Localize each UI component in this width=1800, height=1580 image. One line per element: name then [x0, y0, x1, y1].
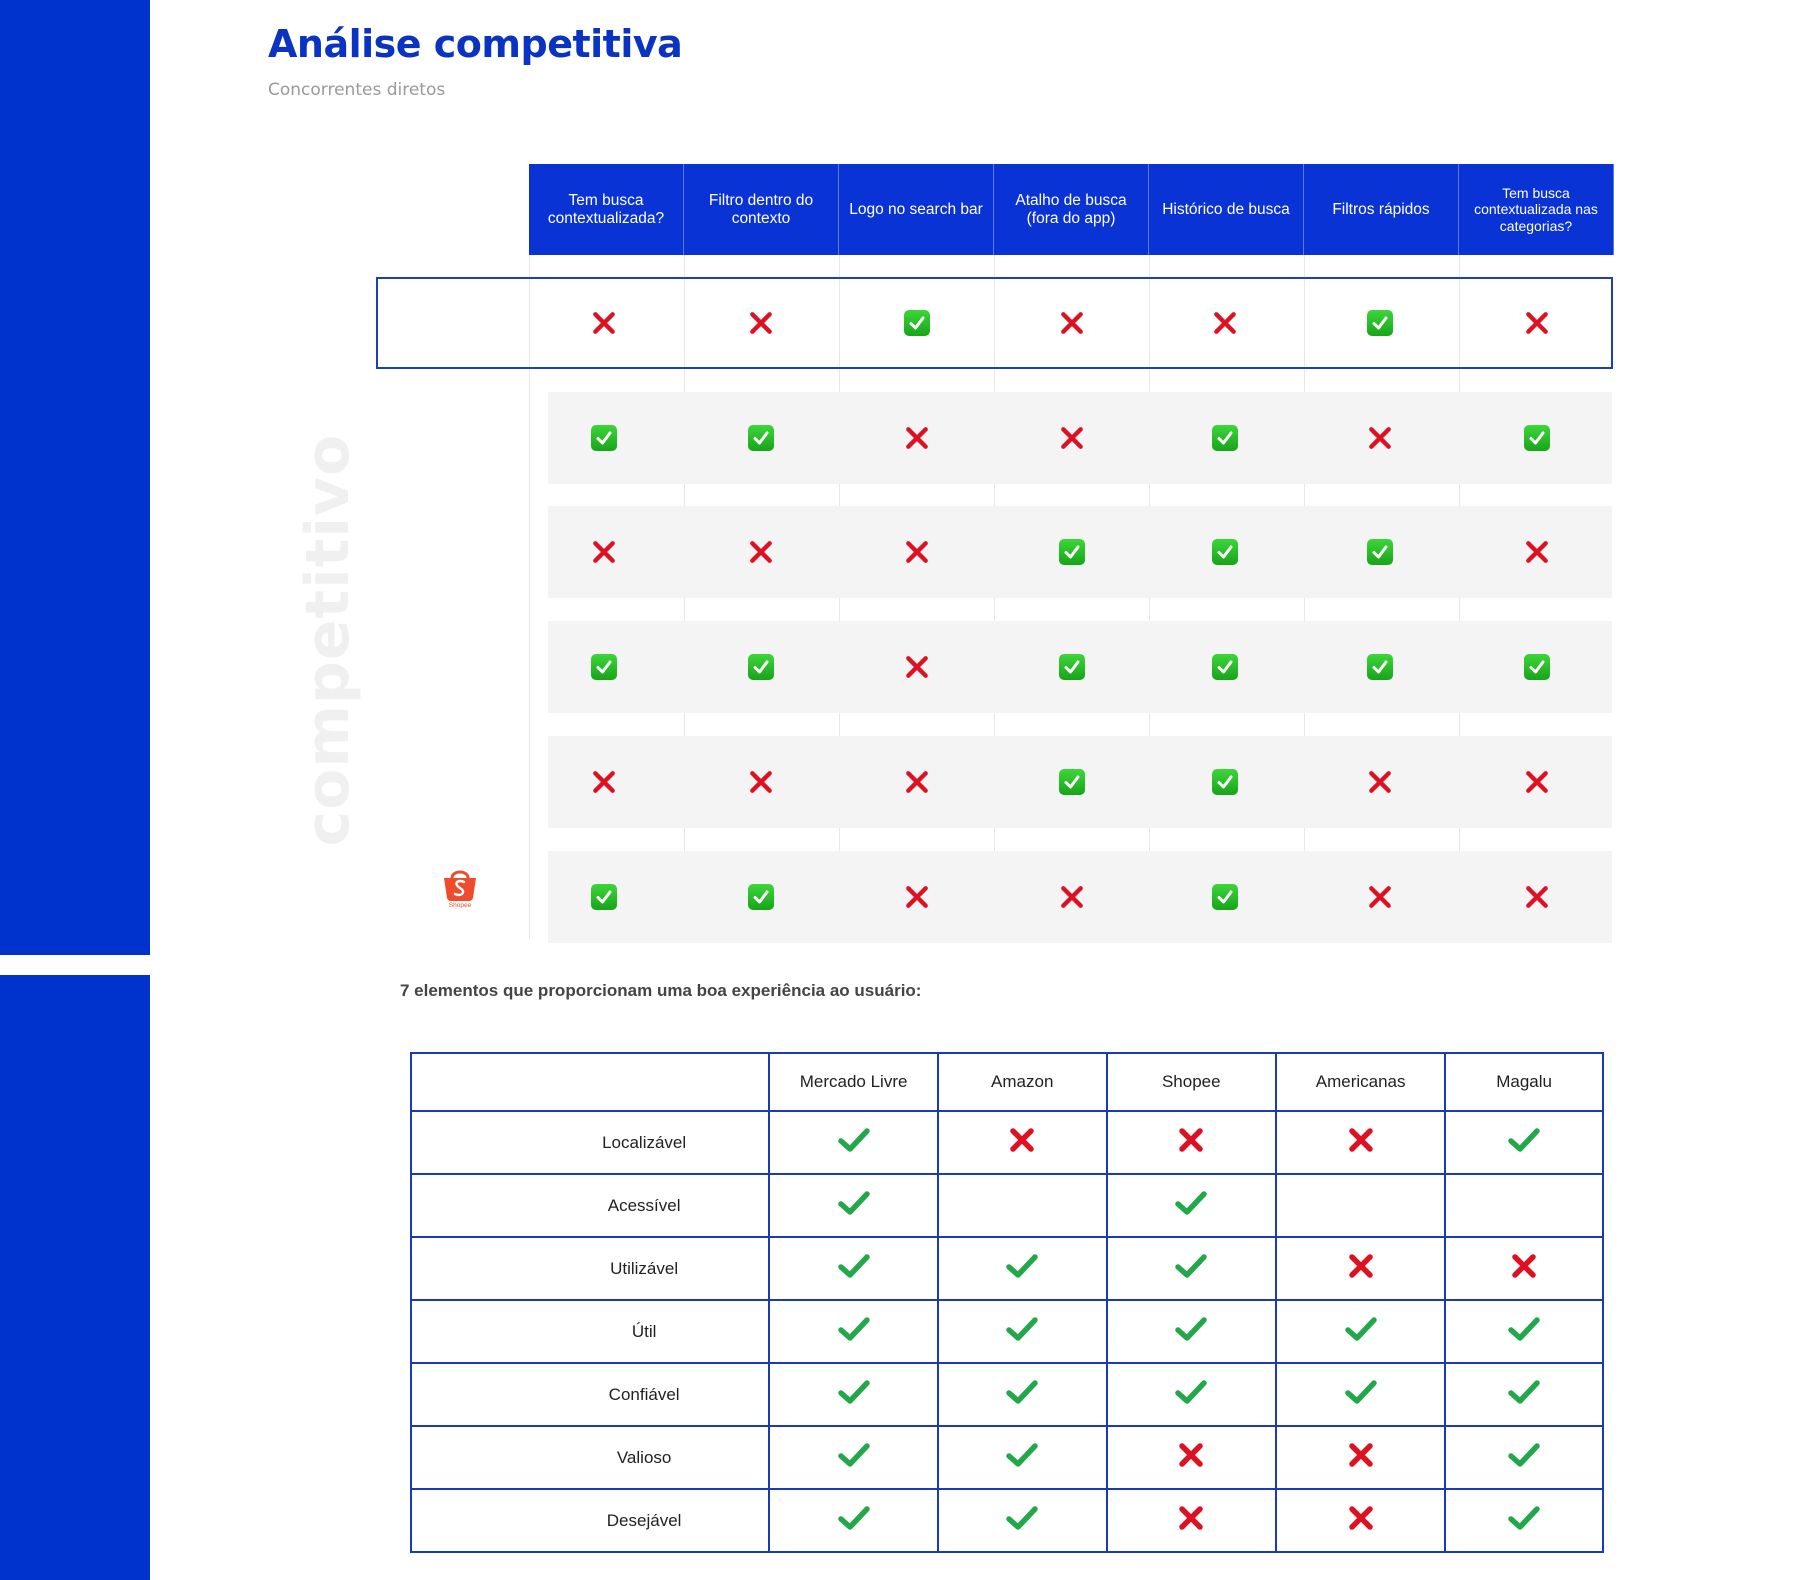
table-cell — [1276, 1489, 1445, 1552]
table-cell — [938, 1363, 1107, 1426]
table-cell — [1445, 1174, 1603, 1237]
check-mark-icon — [837, 1126, 871, 1159]
check-mark-icon — [837, 1504, 871, 1537]
table-column-header: Logo no search bar — [839, 164, 994, 255]
check-mark-icon — [837, 1441, 871, 1474]
table-column-header: Atalho de busca (fora do app) — [994, 164, 1149, 255]
check-mark-icon — [591, 884, 617, 910]
check-mark-icon — [1174, 1252, 1208, 1285]
row-label: Útil — [411, 1300, 769, 1363]
table-cell — [1445, 1363, 1603, 1426]
cross-mark-icon — [591, 310, 617, 336]
cross-mark-icon — [591, 539, 617, 565]
check-mark-icon — [748, 425, 774, 451]
table-row — [411, 1111, 1603, 1174]
table-cell — [1276, 1426, 1445, 1489]
cross-mark-icon — [904, 425, 930, 451]
table-header-row — [411, 1053, 1603, 1111]
check-mark-icon — [1367, 654, 1393, 680]
check-mark-icon — [837, 1315, 871, 1348]
check-mark-icon — [1212, 769, 1238, 795]
check-mark-icon — [1507, 1441, 1541, 1474]
table-column-header: Magalu — [1445, 1053, 1603, 1111]
table-column-header: Tem busca contextualizada? — [529, 164, 684, 255]
table-cell — [1107, 1174, 1277, 1237]
cross-mark-icon — [591, 769, 617, 795]
row-label: Utilizável — [411, 1237, 769, 1300]
table-cell — [769, 1237, 938, 1300]
check-mark-icon — [1507, 1315, 1541, 1348]
cross-mark-icon — [1367, 769, 1393, 795]
cross-mark-icon — [1510, 1252, 1538, 1285]
table-column-header: Shopee — [1107, 1053, 1277, 1111]
shopee-logo — [440, 866, 480, 908]
cross-mark-icon — [1177, 1126, 1205, 1159]
table-cell — [1445, 1111, 1603, 1174]
cross-mark-icon — [1367, 884, 1393, 910]
table-column-header: Amazon — [938, 1053, 1107, 1111]
table-row — [411, 1300, 1603, 1363]
check-mark-icon — [1212, 884, 1238, 910]
check-mark-icon — [1524, 425, 1550, 451]
table-corner-cell — [411, 1053, 769, 1111]
table-cell — [1276, 1300, 1445, 1363]
page-title: Análise competitiva — [268, 22, 683, 66]
table-cell — [1107, 1489, 1277, 1552]
check-mark-icon — [1212, 425, 1238, 451]
check-mark-icon — [1005, 1315, 1039, 1348]
cross-mark-icon — [904, 769, 930, 795]
cross-mark-icon — [1524, 884, 1550, 910]
cross-mark-icon — [904, 539, 930, 565]
table-row — [411, 1237, 1603, 1300]
table-column-header: Tem busca contextualizada nas categorias? — [1459, 164, 1614, 255]
check-mark-icon — [1507, 1504, 1541, 1537]
cross-mark-icon — [1367, 425, 1393, 451]
table-cell — [1445, 1489, 1603, 1552]
row-label: Confiável — [411, 1363, 769, 1426]
check-mark-icon — [1344, 1315, 1378, 1348]
cross-mark-icon — [1059, 884, 1085, 910]
check-mark-icon — [1059, 769, 1085, 795]
svg-text:Shopee: Shopee — [448, 902, 472, 908]
cross-mark-icon — [1059, 310, 1085, 336]
table-cell — [1445, 1237, 1603, 1300]
cross-mark-icon — [748, 539, 774, 565]
table-cell — [769, 1111, 938, 1174]
cross-mark-icon — [1524, 539, 1550, 565]
check-mark-icon — [1174, 1378, 1208, 1411]
cross-mark-icon — [1008, 1126, 1036, 1159]
table-row — [411, 1489, 1603, 1552]
table-cell — [938, 1237, 1107, 1300]
table-cell — [769, 1489, 938, 1552]
table-cell — [1107, 1363, 1277, 1426]
table-cell — [1107, 1426, 1277, 1489]
table-cell — [938, 1111, 1107, 1174]
check-mark-icon — [1174, 1189, 1208, 1222]
table-row — [411, 1363, 1603, 1426]
table-cell — [938, 1174, 1107, 1237]
table-column-header: Americanas — [1276, 1053, 1445, 1111]
table-cell — [1276, 1174, 1445, 1237]
check-mark-icon — [1212, 654, 1238, 680]
table-cell — [1445, 1426, 1603, 1489]
row-label: Valioso — [411, 1426, 769, 1489]
check-mark-icon — [837, 1252, 871, 1285]
cross-mark-icon — [748, 310, 774, 336]
row-label: Acessível — [411, 1174, 769, 1237]
table-column-header: Filtros rápidos — [1304, 164, 1459, 255]
cross-mark-icon — [1347, 1252, 1375, 1285]
ux-elements-table — [410, 1052, 1604, 1553]
cross-mark-icon — [904, 884, 930, 910]
cross-mark-icon — [748, 769, 774, 795]
table-cell — [769, 1363, 938, 1426]
check-mark-icon — [1059, 654, 1085, 680]
table-cell — [938, 1300, 1107, 1363]
table-cell — [1107, 1300, 1277, 1363]
table-cell — [1276, 1363, 1445, 1426]
check-mark-icon — [1005, 1252, 1039, 1285]
section-note: 7 elementos que proporcionam uma boa experiência ao usuário: — [400, 981, 922, 1000]
cross-mark-icon — [1212, 310, 1238, 336]
cross-mark-icon — [1177, 1441, 1205, 1474]
table-cell — [1445, 1300, 1603, 1363]
table-cell — [1107, 1111, 1277, 1174]
check-mark-icon — [591, 654, 617, 680]
cross-mark-icon — [1177, 1504, 1205, 1537]
cross-mark-icon — [1059, 425, 1085, 451]
table-cell — [938, 1426, 1107, 1489]
check-mark-icon — [1367, 539, 1393, 565]
table-column-header: Histórico de busca — [1149, 164, 1304, 255]
page-subtitle: Concorrentes diretos — [268, 80, 446, 100]
row-label: Desejável — [411, 1489, 769, 1552]
table-row — [411, 1174, 1603, 1237]
table-cell — [1276, 1111, 1445, 1174]
check-mark-icon — [837, 1189, 871, 1222]
table-cell — [938, 1489, 1107, 1552]
check-mark-icon — [1344, 1378, 1378, 1411]
table-cell — [1276, 1237, 1445, 1300]
cross-mark-icon — [1347, 1504, 1375, 1537]
cross-mark-icon — [1524, 310, 1550, 336]
check-mark-icon — [1367, 310, 1393, 336]
watermark-text: competitivo — [293, 433, 363, 847]
cross-mark-icon — [904, 654, 930, 680]
sidebar-block-bottom — [0, 975, 150, 1580]
check-mark-icon — [837, 1378, 871, 1411]
table-cell — [769, 1174, 938, 1237]
table-cell — [769, 1300, 938, 1363]
check-mark-icon — [748, 884, 774, 910]
cross-mark-icon — [1347, 1126, 1375, 1159]
table-cell — [769, 1426, 938, 1489]
check-mark-icon — [1524, 654, 1550, 680]
check-mark-icon — [1005, 1378, 1039, 1411]
check-mark-icon — [904, 310, 930, 336]
highlighted-table-row — [376, 277, 1613, 369]
sidebar-block-top — [0, 0, 150, 955]
check-mark-icon — [748, 654, 774, 680]
cross-mark-icon — [1347, 1441, 1375, 1474]
cross-mark-icon — [1524, 769, 1550, 795]
check-mark-icon — [1212, 539, 1238, 565]
table-column-header: Mercado Livre — [769, 1053, 938, 1111]
table-row — [411, 1426, 1603, 1489]
table-column-header: Filtro dentro do contexto — [684, 164, 839, 255]
check-mark-icon — [1174, 1315, 1208, 1348]
table-cell — [1107, 1237, 1277, 1300]
check-mark-icon — [1507, 1126, 1541, 1159]
check-mark-icon — [1005, 1441, 1039, 1474]
check-mark-icon — [1507, 1378, 1541, 1411]
check-mark-icon — [1005, 1504, 1039, 1537]
check-mark-icon — [1059, 539, 1085, 565]
check-mark-icon — [591, 425, 617, 451]
row-label: Localizável — [411, 1111, 769, 1174]
